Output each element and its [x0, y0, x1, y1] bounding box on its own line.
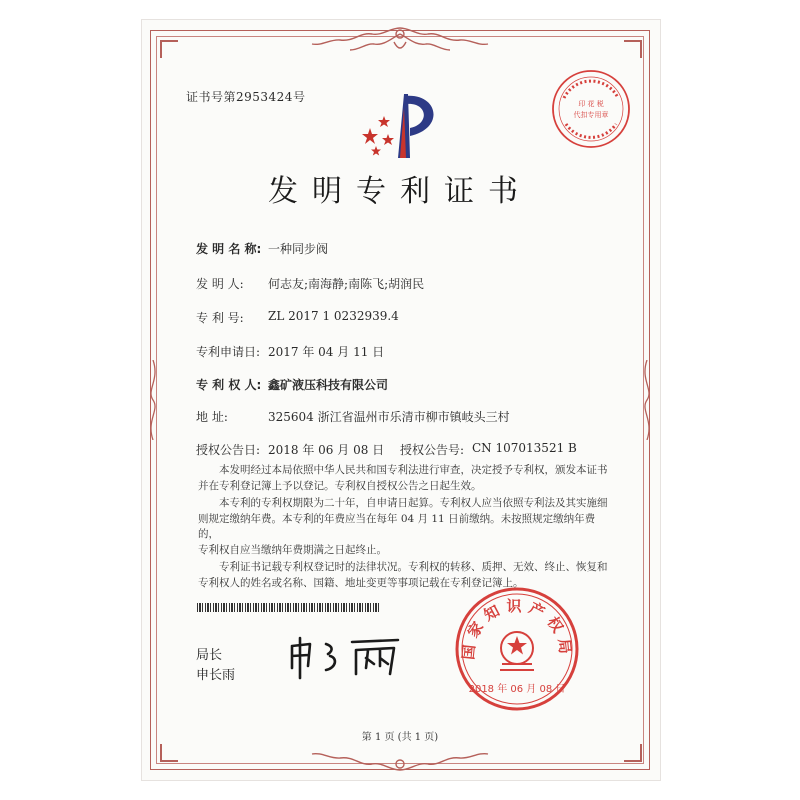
field-value-inventors: 何志友;南海静;南陈飞;胡润民 — [268, 277, 425, 291]
body-text — [198, 463, 610, 591]
field-label-filing-date: 专利申请日: — [196, 345, 261, 359]
svg-text:印 花 税: 印 花 税 — [578, 100, 604, 108]
field-value-filing-date: 2017 年 04 月 11 日 — [268, 345, 385, 359]
director-name: 申长雨 — [196, 668, 236, 683]
left-ornament — [146, 360, 160, 440]
right-ornament — [640, 360, 654, 440]
paragraph-line: 本专利的专利权期限为二十年，自申请日起算。专利权人应当依照专利法及其实施细 — [219, 497, 608, 509]
field-value-invention-name: 一种同步阀 — [268, 242, 329, 256]
barcode — [197, 603, 380, 612]
top-ornament — [310, 24, 490, 58]
official-seal — [452, 584, 582, 714]
field-label-patentee: 专 利 权 人: — [196, 378, 262, 392]
field-value-address: 325604 浙江省温州市乐清市柳市镇岐头三村 — [268, 410, 510, 424]
svg-text:代扣专用章: 代扣专用章 — [573, 111, 609, 119]
page-number: 第 1 页 (共 1 页) — [361, 732, 439, 743]
paragraph-line: 本发明经过本局依照中华人民共和国专利法进行审查，决定授予专利权，颁发本证书 — [219, 464, 608, 476]
corner-ornament — [624, 744, 642, 762]
bottom-ornament — [310, 746, 490, 774]
corner-ornament — [160, 40, 178, 58]
paragraph — [198, 496, 610, 558]
director-title: 局长 — [196, 648, 223, 663]
corner-ornament — [624, 40, 642, 58]
corner-ornament — [160, 744, 178, 762]
paragraph — [198, 463, 610, 494]
paragraph-line: 专利证书记载专利权登记时的法律状况。专利权的转移、质押、无效、终止、恢复和 — [219, 561, 608, 573]
field-label-patent-number: 专 利 号: — [196, 311, 244, 325]
page-title: 发明专利证书 — [268, 174, 532, 209]
grant-number-value: CN 107013521 B — [472, 441, 577, 455]
grant-date-label: 授权公告日: — [196, 443, 261, 457]
certificate-number: 证书号第2953424号 — [186, 90, 306, 104]
seal-date: 2018 年 06 月 08 日 — [468, 684, 566, 695]
field-label-address: 地 址: — [196, 410, 228, 424]
patent-office-logo-icon — [350, 88, 450, 160]
field-value-patent-number: ZL 2017 1 0232939.4 — [268, 309, 399, 323]
paragraph-line: 专利权人的姓名或名称、国籍、地址变更等事项记载在专利登记簿上。 — [198, 576, 524, 589]
field-label-invention-name: 发 明 名 称: — [196, 242, 262, 256]
paragraph-line: 专利权自应当缴纳年费期满之日起终止。 — [198, 543, 387, 556]
handwritten-signature — [286, 634, 406, 680]
tax-stamp — [550, 68, 632, 150]
paragraph-line: 并在专利登记簿上予以登记。专利权自授权公告之日起生效。 — [198, 479, 482, 492]
grant-number-label: 授权公告号: — [400, 443, 465, 457]
paragraph-line: 则规定缴纳年费。本专利的年费应当在每年 04 月 11 日前缴纳。未按照规定缴纳年费的， — [198, 512, 596, 540]
seal-ring-text: 国家知识产权局 — [459, 597, 575, 661]
field-value-patentee: 鑫矿液压科技有限公司 — [268, 378, 389, 392]
grant-date-value: 2018 年 06 月 08 日 — [268, 443, 385, 457]
field-label-inventors: 发 明 人: — [196, 277, 244, 291]
